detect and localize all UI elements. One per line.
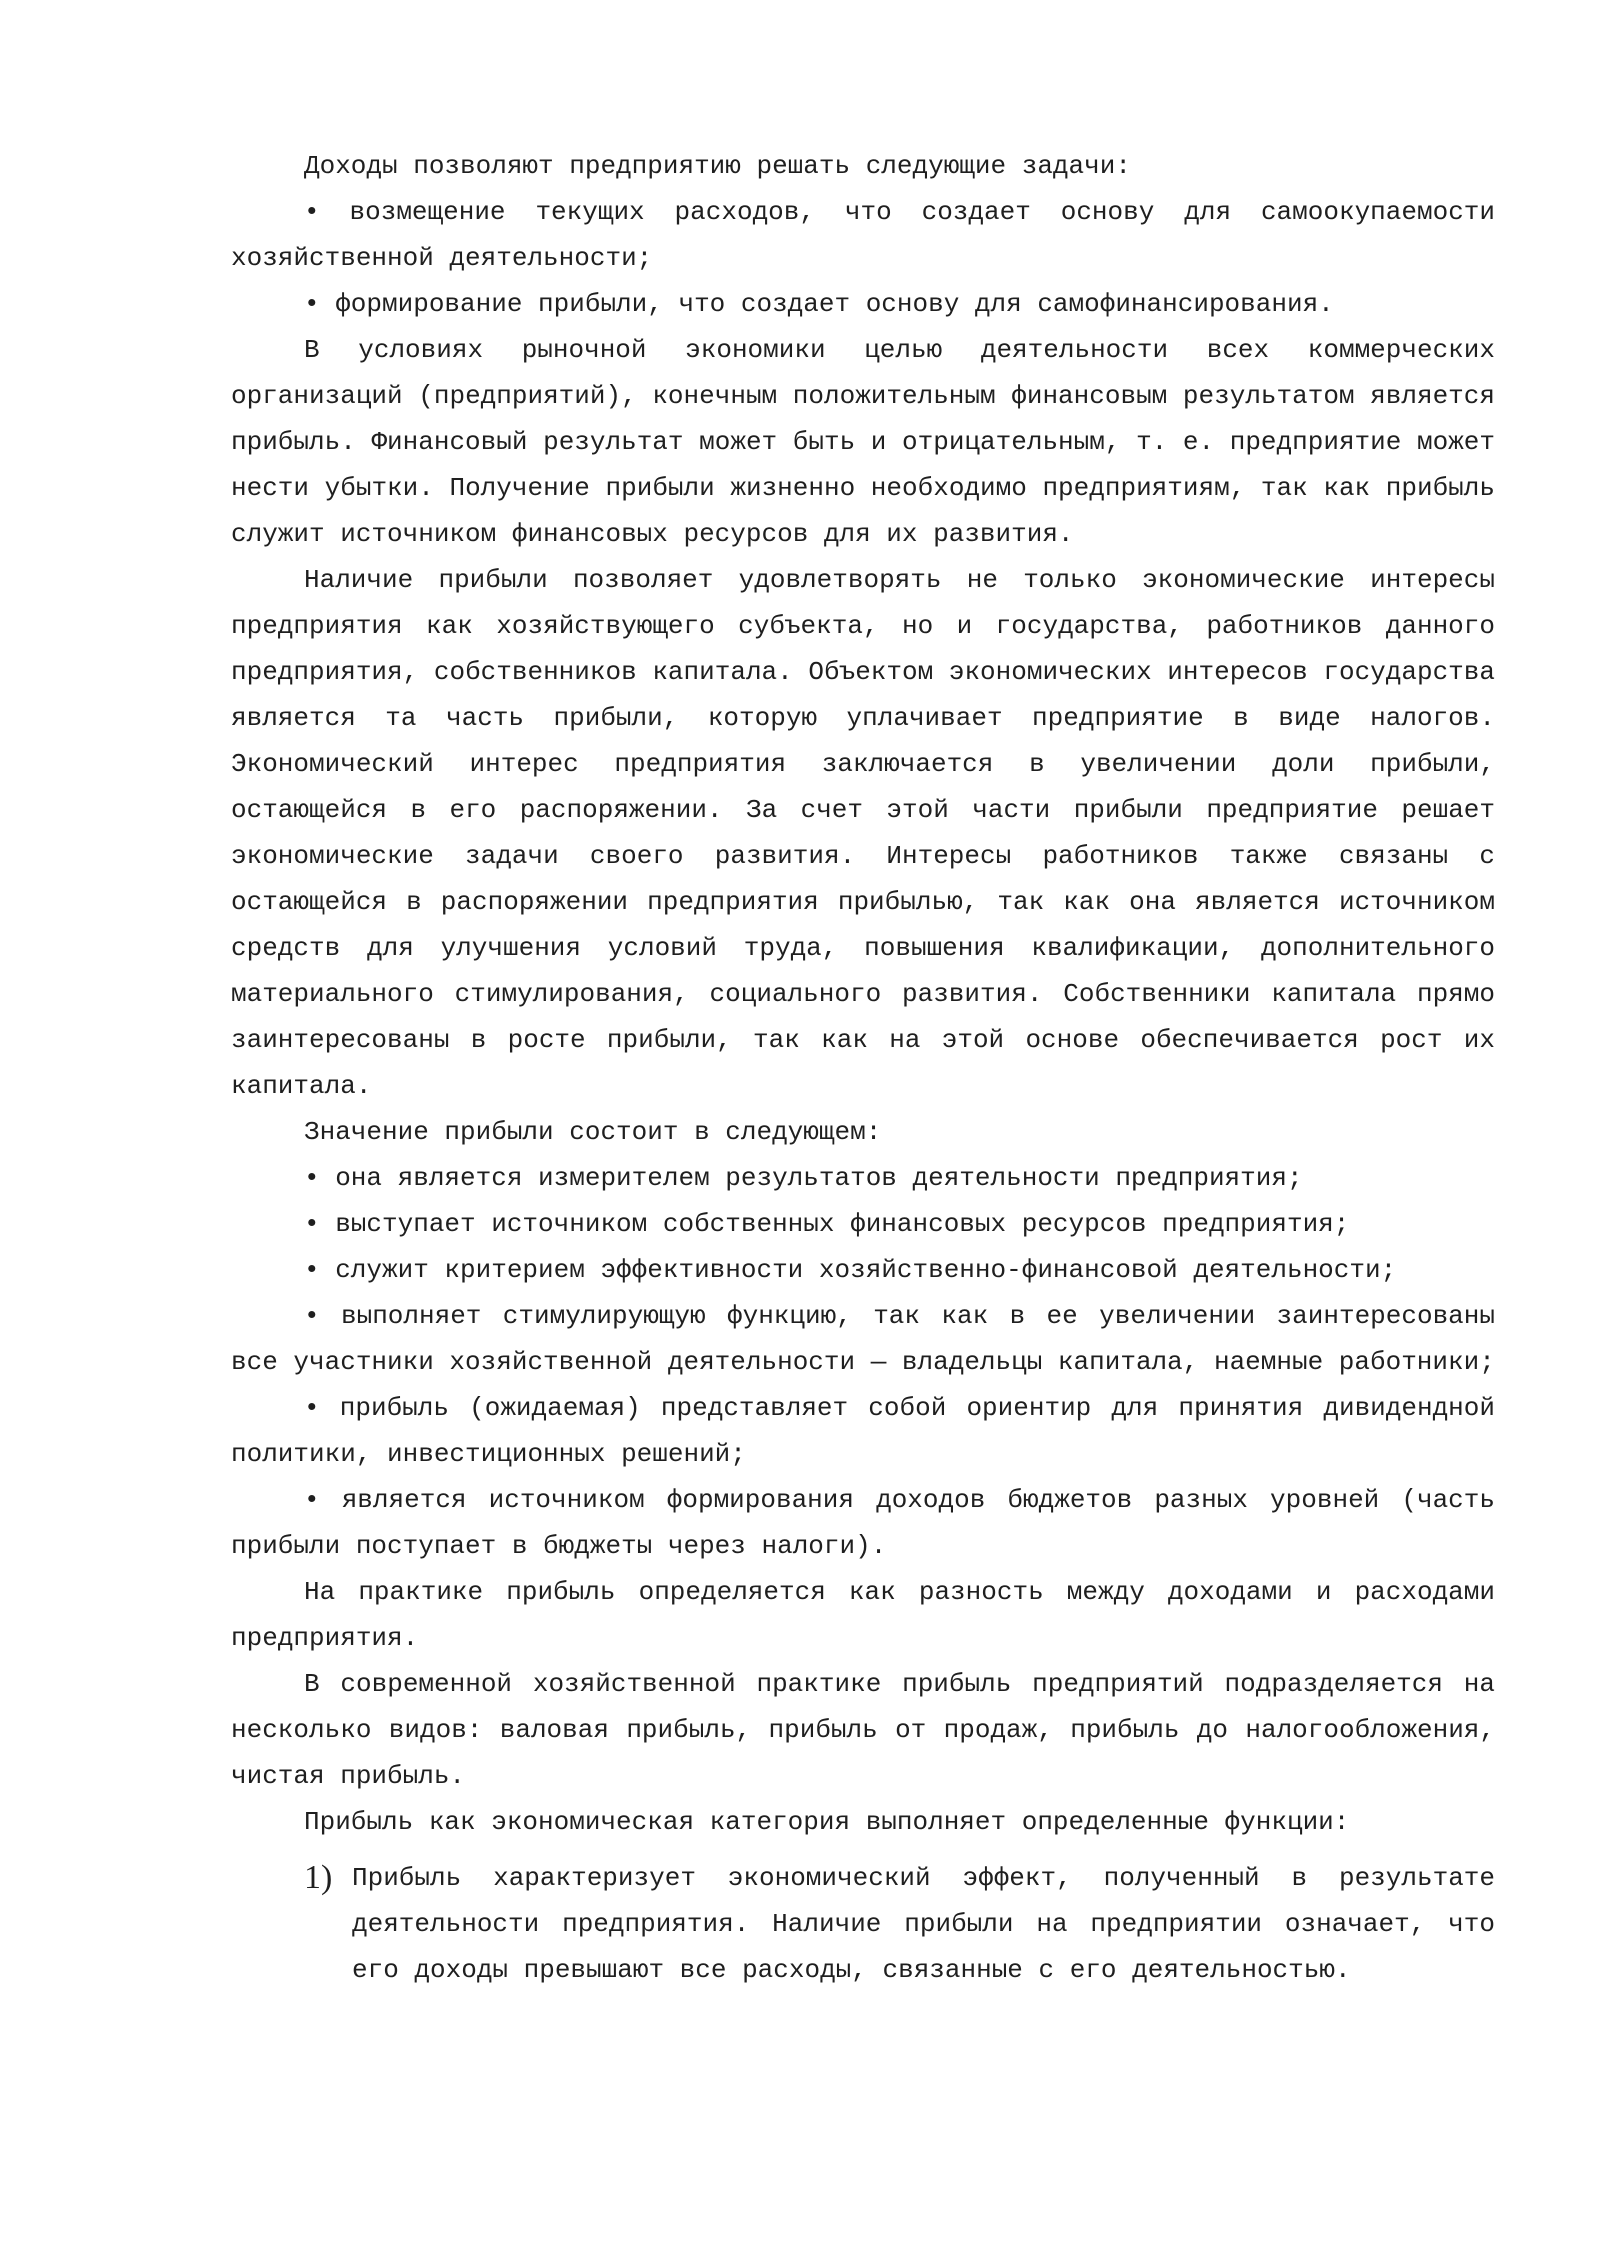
paragraph: В современной хозяйственной практике прибыль предприятий подразделяется на несколько видов: валовая прибыль, прибыль от продаж, прибыль до налогообложения, чистая прибыль.: [231, 1669, 1495, 1791]
paragraph: Наличие прибыли позволяет удовлетворять не только экономические интересы предприятия как хозяйствующего субъекта, но и государства, работников данного предприятия, собственников капитала. Объектом экономических интересов государства является та часть прибыли, которую уплачивает предприятие в виде налогов. Экономический интерес предприятия заключается в увеличении доли прибыли, остающейся в его распоряжении. За счет этой части прибыли предприятие решает экономические задачи своего развития. Интересы работников также связаны с остающейся в распоряжении предприятия прибылью, так как она является источником средств для улучшения условий труда, повышения квалификации, дополнительного материального стимулирования, социального развития. Собственники капитала прямо заинтересованы в росте прибыли, так как на этой основе обеспечивается рост их капитала.: [231, 565, 1495, 1101]
paragraph: На практике прибыль определяется как разность между доходами и расходами предприятия.: [231, 1577, 1495, 1653]
bullet-item: • выступает источником собственных финансовых ресурсов предприятия;: [304, 1209, 1350, 1239]
list-text: Прибыль характеризует экономический эффект, полученный в результате деятельности предприятия. Наличие прибыли на предприятии означает, что его доходы превышают все расходы, связанные с его деятельностью.: [352, 1863, 1495, 1985]
numbered-list-item: [231, 1855, 1495, 1993]
bullet-item: • является источником формирования доходов бюджетов разных уровней (часть прибыли поступает в бюджеты через налоги).: [231, 1485, 1495, 1561]
bullet-item: • она является измерителем результатов деятельности предприятия;: [304, 1163, 1303, 1193]
paragraph-intro: Доходы позволяют предприятию решать следующие задачи:: [304, 151, 1131, 181]
bullet-item: • служит критерием эффективности хозяйственно-финансовой деятельности;: [304, 1255, 1397, 1285]
paragraph: Значение прибыли состоит в следующем:: [304, 1117, 882, 1147]
list-number: 1): [304, 1859, 333, 1896]
bullet-item: • возмещение текущих расходов, что создает основу для самоокупаемости хозяйственной деятельности;: [231, 197, 1495, 273]
bullet-item: • формирование прибыли, что создает основу для самофинансирования.: [304, 289, 1334, 319]
paragraph: Прибыль как экономическая категория выполняет определенные функции:: [304, 1807, 1350, 1837]
bullet-item: • прибыль (ожидаемая) представляет собой ориентир для принятия дивидендной политики, инвестиционных решений;: [231, 1393, 1495, 1469]
paragraph: В условиях рыночной экономики целью деятельности всех коммерческих организаций (предприятий), конечным положительным финансовым результатом является прибыль. Финансовый результат может быть и отрицательным, т. е. предприятие может нести убытки. Получение прибыли жизненно необходимо предприятиям, так как прибыль служит источником финансовых ресурсов для их развития.: [231, 335, 1495, 549]
bullet-item: • выполняет стимулирующую функцию, так как в ее увеличении заинтересованы все участники хозяйственной деятельности — владельцы капитала, наемные работники;: [231, 1301, 1495, 1377]
